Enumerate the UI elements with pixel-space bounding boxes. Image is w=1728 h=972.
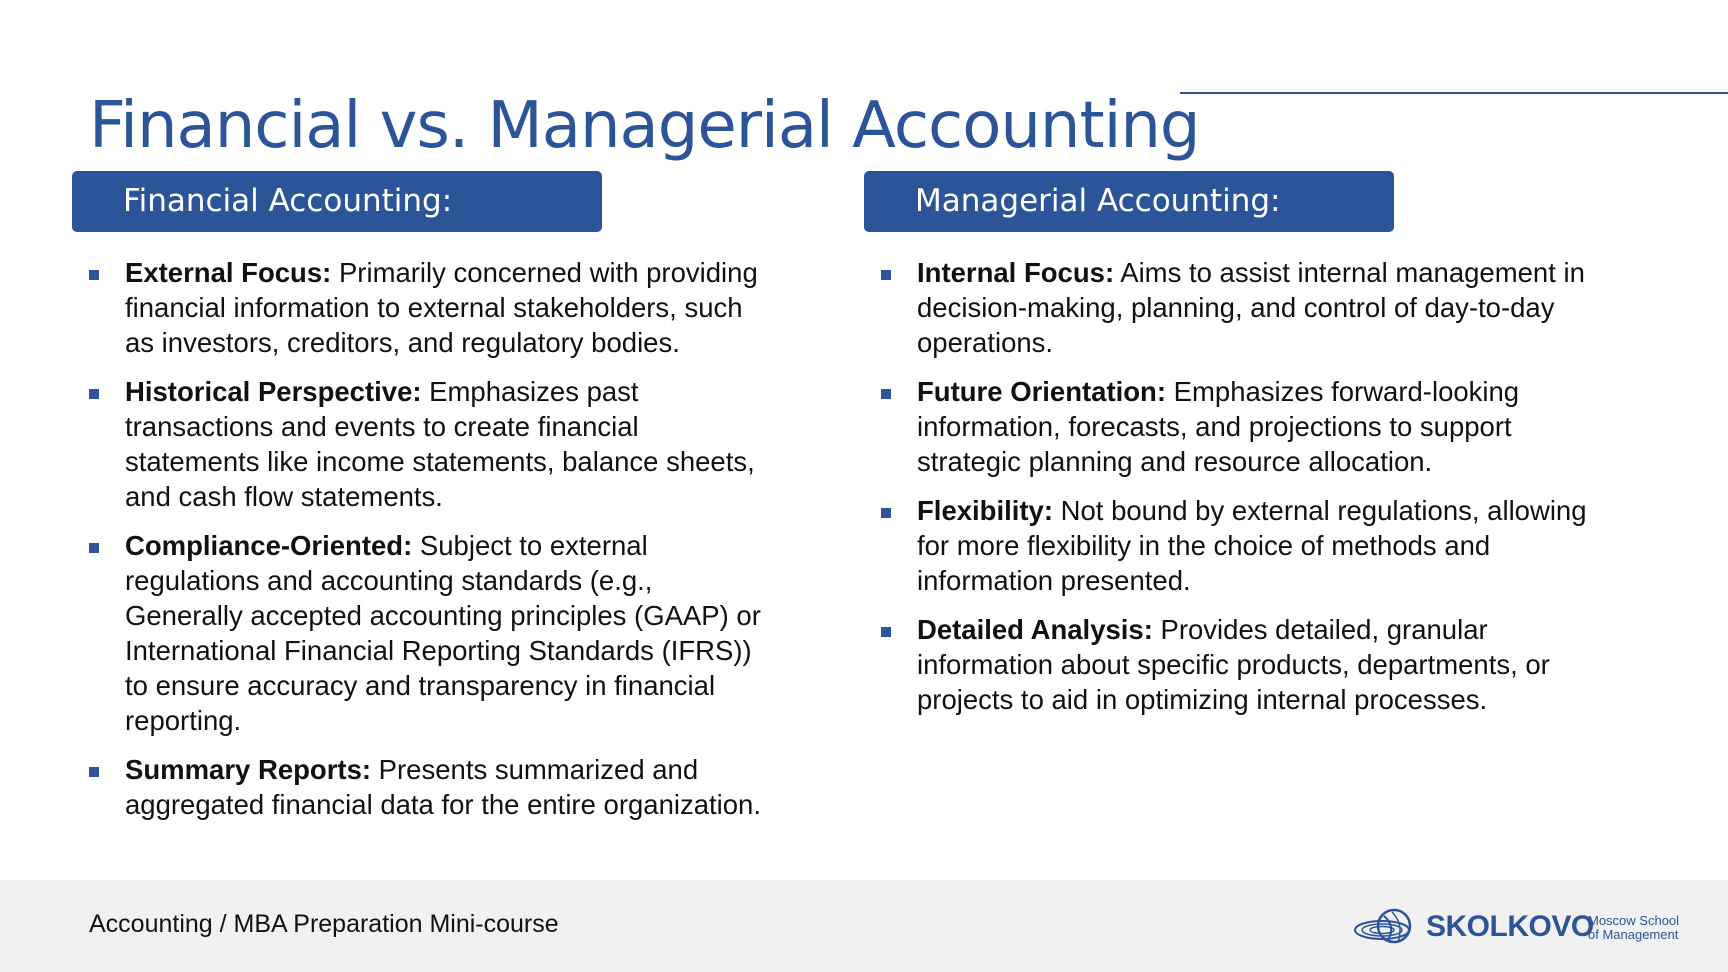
- skolkovo-logo-mark-icon: [1352, 906, 1420, 950]
- list-item: [880, 374, 1600, 479]
- square-bullet-icon: [881, 389, 891, 399]
- square-bullet-icon: [89, 270, 99, 280]
- title-divider: [1180, 92, 1728, 94]
- bullet-text: Provides detailed, granular information about specific products, departments, or projects to aid in optimizing internal processes.: [917, 614, 1550, 715]
- list-item: [88, 528, 768, 738]
- square-bullet-icon: [89, 543, 99, 553]
- skolkovo-logo: [1352, 906, 1692, 950]
- bullet-term: External Focus:: [125, 257, 332, 288]
- logo-subtitle-line: of Management: [1588, 927, 1679, 942]
- square-bullet-icon: [89, 389, 99, 399]
- bullet-text: Not bound by external regulations, allowing for more flexibility in the choice of methods and information presented.: [917, 495, 1587, 596]
- managerial-accounting-list: [880, 255, 1600, 731]
- list-item: [880, 493, 1600, 598]
- bullet-text: Aims to assist internal management in decision-making, planning, and control of day-to-day operations.: [917, 257, 1585, 358]
- list-item: [880, 255, 1600, 360]
- bullet-term: Future Orientation:: [917, 376, 1167, 407]
- list-item: [88, 752, 768, 822]
- bullet-term: Summary Reports:: [125, 754, 372, 785]
- financial-accounting-header: Financial Accounting:: [72, 171, 602, 232]
- square-bullet-icon: [89, 767, 99, 777]
- square-bullet-icon: [881, 508, 891, 518]
- bullet-term: Internal Focus:: [917, 257, 1115, 288]
- bullet-term: Flexibility:: [917, 495, 1053, 526]
- footer-bar: [0, 880, 1728, 972]
- list-item: [880, 612, 1600, 717]
- logo-subtitle: [1588, 914, 1679, 942]
- managerial-accounting-header: Managerial Accounting:: [864, 171, 1394, 232]
- bullet-text: Emphasizes forward-looking information, forecasts, and projections to support strategic planning and resource allocation.: [917, 376, 1520, 477]
- bullet-term: Compliance-Oriented:: [125, 530, 413, 561]
- course-name: Accounting / MBA Preparation Mini-course: [89, 910, 559, 938]
- square-bullet-icon: [881, 270, 891, 280]
- list-item: [88, 374, 768, 514]
- bullet-text: Primarily concerned with providing financial information to external stakeholders, such as investors, creditors, and regulatory bodies.: [125, 257, 758, 358]
- logo-wordmark: SKOLKOVO: [1426, 910, 1594, 943]
- financial-accounting-list: [88, 255, 768, 836]
- list-item: [88, 255, 768, 360]
- bullet-term: Historical Perspective:: [125, 376, 422, 407]
- bullet-text: Emphasizes past transactions and events to create financial statements like income statements, balance sheets, and cash flow statements.: [125, 376, 755, 512]
- page-title: Financial vs. Managerial Accounting: [89, 88, 1200, 163]
- logo-subtitle-line: Moscow School: [1588, 913, 1680, 928]
- square-bullet-icon: [881, 627, 891, 637]
- bullet-text: Presents summarized and aggregated financial data for the entire organization.: [125, 754, 761, 820]
- bullet-text: Subject to external regulations and accounting standards (e.g., Generally accepted accounting principles (GAAP) or International Financial Reporting Standards (IFRS)) to ensure accuracy and transparency in financial reporting.: [125, 530, 761, 736]
- bullet-term: Detailed Analysis:: [917, 614, 1153, 645]
